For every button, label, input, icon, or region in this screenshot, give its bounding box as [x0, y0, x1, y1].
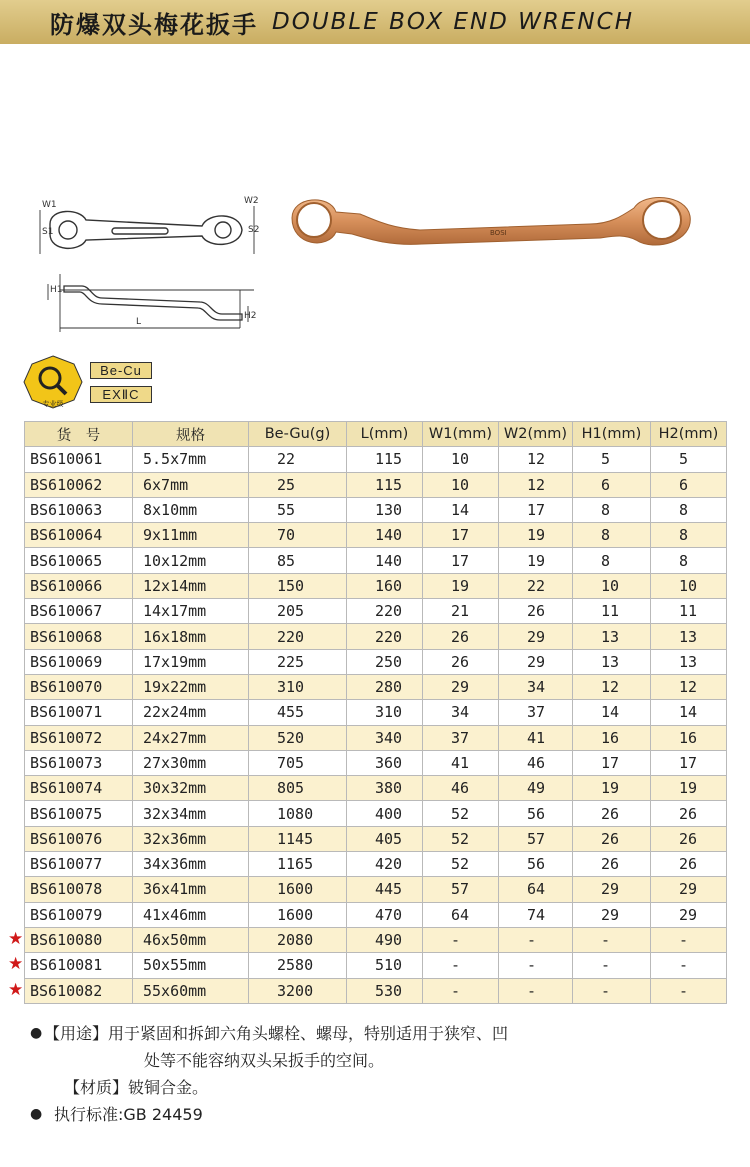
explosion-rating-label: EXⅡC — [90, 386, 152, 403]
table-cell: 250 — [347, 649, 423, 674]
column-header: W1(mm) — [423, 422, 499, 447]
table-cell: BS610070 — [25, 674, 133, 699]
table-row — [25, 902, 727, 927]
table-cell: 1080 — [249, 801, 347, 826]
table-cell: 10 — [423, 447, 499, 472]
table-cell: 2080 — [249, 927, 347, 952]
usage-label: 【用途】 — [44, 1024, 109, 1043]
table-cell: 29 — [423, 674, 499, 699]
table-cell: 510 — [347, 953, 423, 978]
table-cell: 280 — [347, 674, 423, 699]
table-cell: BS610077 — [25, 852, 133, 877]
table-cell: 405 — [347, 826, 423, 851]
table-cell: 26 — [573, 852, 651, 877]
usage-note-continued — [30, 1047, 730, 1074]
table-cell: 57 — [499, 826, 573, 851]
label-h2: H2 — [244, 311, 257, 321]
table-cell: 16 — [651, 725, 727, 750]
bullet-icon: ● — [30, 1025, 43, 1041]
table-cell: 455 — [249, 700, 347, 725]
label-w2: W2 — [244, 196, 259, 206]
table-row — [25, 877, 727, 902]
table-cell: 19x22mm — [133, 674, 249, 699]
table-cell: 55 — [249, 497, 347, 522]
table-cell: 22x24mm — [133, 700, 249, 725]
table-cell: 46 — [499, 750, 573, 775]
table-cell: BS610068 — [25, 624, 133, 649]
top-view-drawing — [50, 211, 242, 248]
table-cell: 29 — [499, 624, 573, 649]
table-cell: 24x27mm — [133, 725, 249, 750]
column-header: 规格 — [133, 422, 249, 447]
table-row — [25, 447, 727, 472]
table-cell: 56 — [499, 852, 573, 877]
table-cell: 41 — [499, 725, 573, 750]
table-cell: 10 — [651, 573, 727, 598]
table-cell: 17 — [573, 750, 651, 775]
table-cell: 5 — [651, 447, 727, 472]
title-chinese: 防爆双头梅花扳手 — [50, 10, 258, 39]
table-row — [25, 801, 727, 826]
usage-text-line1: 用于紧固和拆卸六角头螺栓、螺母，特别适用于狭窄、凹 — [108, 1024, 509, 1043]
table-cell: 205 — [249, 599, 347, 624]
table-row — [25, 573, 727, 598]
table-cell: - — [499, 953, 573, 978]
table-row — [25, 776, 727, 801]
table-cell: 400 — [347, 801, 423, 826]
table-cell: 420 — [347, 852, 423, 877]
table-cell: - — [499, 978, 573, 1003]
label-l: L — [136, 317, 142, 327]
table-cell: 26 — [651, 852, 727, 877]
table-cell: 32x34mm — [133, 801, 249, 826]
table-cell: 310 — [347, 700, 423, 725]
table-cell: 36x41mm — [133, 877, 249, 902]
table-cell: 21 — [423, 599, 499, 624]
table-cell: BS610079 — [25, 902, 133, 927]
table-cell: - — [651, 953, 727, 978]
table-cell: 225 — [249, 649, 347, 674]
table-cell: - — [573, 953, 651, 978]
table-cell: 41x46mm — [133, 902, 249, 927]
table-cell: 6 — [651, 472, 727, 497]
table-cell: BS610078 — [25, 877, 133, 902]
table-cell: 2580 — [249, 953, 347, 978]
table-cell: 19 — [499, 548, 573, 573]
table-cell: 56 — [499, 801, 573, 826]
table-cell: 470 — [347, 902, 423, 927]
page-header — [0, 0, 750, 44]
label-h1: H1 — [50, 285, 63, 295]
table-cell: BS610081 — [25, 953, 133, 978]
wrench-figure — [30, 190, 730, 350]
side-view-drawing — [64, 286, 242, 320]
table-cell: 150 — [249, 573, 347, 598]
table-cell: 29 — [651, 902, 727, 927]
table-row — [25, 927, 727, 952]
table-cell: 8 — [651, 548, 727, 573]
table-row — [25, 725, 727, 750]
table-cell: 34 — [423, 700, 499, 725]
table-cell: 46 — [423, 776, 499, 801]
table-cell: 380 — [347, 776, 423, 801]
table-cell: - — [423, 927, 499, 952]
table-cell: 13 — [651, 624, 727, 649]
column-header: H2(mm) — [651, 422, 727, 447]
table-cell: 34 — [499, 674, 573, 699]
standard-text: 执行标准:GB 24459 — [54, 1105, 203, 1124]
table-row — [25, 523, 727, 548]
table-cell: - — [651, 978, 727, 1003]
table-cell: BS610074 — [25, 776, 133, 801]
table-cell: 445 — [347, 877, 423, 902]
column-header: Be-Gu(g) — [249, 422, 347, 447]
notes-section — [30, 1020, 730, 1128]
table-cell: BS610061 — [25, 447, 133, 472]
table-cell: 74 — [499, 902, 573, 927]
table-cell: 52 — [423, 826, 499, 851]
table-cell: BS610082 — [25, 978, 133, 1003]
table-cell: 12 — [499, 472, 573, 497]
table-cell: 8 — [573, 523, 651, 548]
table-cell: BS610062 — [25, 472, 133, 497]
table-cell: - — [651, 927, 727, 952]
table-cell: 530 — [347, 978, 423, 1003]
table-row — [25, 548, 727, 573]
table-cell: 57 — [423, 877, 499, 902]
column-header: H1(mm) — [573, 422, 651, 447]
dimension-lines — [40, 206, 254, 332]
usage-text-line2: 处等不能容纳双头呆扳手的空间。 — [144, 1051, 385, 1070]
table-cell: 30x32mm — [133, 776, 249, 801]
table-cell: 17 — [499, 497, 573, 522]
table-cell: 29 — [573, 902, 651, 927]
star-icon: ★ — [8, 979, 24, 1000]
label-s2: S2 — [248, 225, 260, 235]
table-cell: 49 — [499, 776, 573, 801]
table-header-row — [25, 422, 727, 447]
table-row — [25, 497, 727, 522]
table-cell: 14x17mm — [133, 599, 249, 624]
table-cell: 26 — [651, 801, 727, 826]
table-cell: 705 — [249, 750, 347, 775]
table-cell: 220 — [347, 599, 423, 624]
table-row — [25, 978, 727, 1003]
table-cell: 29 — [499, 649, 573, 674]
table-cell: 52 — [423, 801, 499, 826]
table-cell: 50x55mm — [133, 953, 249, 978]
table-row — [25, 953, 727, 978]
column-header: L(mm) — [347, 422, 423, 447]
table-cell: BS610076 — [25, 826, 133, 851]
table-row — [25, 674, 727, 699]
table-cell: 13 — [651, 649, 727, 674]
table-cell: 70 — [249, 523, 347, 548]
table-cell: 1600 — [249, 877, 347, 902]
material-note-label: 【材质】 — [64, 1078, 129, 1097]
table-cell: 5 — [573, 447, 651, 472]
table-cell: 19 — [499, 523, 573, 548]
grade-logo-icon — [22, 354, 84, 410]
table-row — [25, 472, 727, 497]
table-cell: 16x18mm — [133, 624, 249, 649]
table-cell: 26 — [573, 801, 651, 826]
table-cell: 55x60mm — [133, 978, 249, 1003]
table-cell: 17 — [423, 523, 499, 548]
table-cell: 360 — [347, 750, 423, 775]
table-cell: 26 — [651, 826, 727, 851]
table-cell: 11 — [573, 599, 651, 624]
table-cell: 29 — [573, 877, 651, 902]
table-cell: BS610064 — [25, 523, 133, 548]
table-cell: BS610069 — [25, 649, 133, 674]
title-english: DOUBLE BOX END WRENCH — [272, 9, 634, 35]
table-cell: 805 — [249, 776, 347, 801]
table-cell: 22 — [499, 573, 573, 598]
table-cell: 12x14mm — [133, 573, 249, 598]
table-cell: BS610075 — [25, 801, 133, 826]
table-cell: 130 — [347, 497, 423, 522]
table-cell: - — [499, 927, 573, 952]
table-cell: 6 — [573, 472, 651, 497]
table-cell: BS610063 — [25, 497, 133, 522]
table-row — [25, 750, 727, 775]
table-cell: 115 — [347, 472, 423, 497]
table-cell: 115 — [347, 447, 423, 472]
table-cell: 12 — [651, 674, 727, 699]
table-row — [25, 599, 727, 624]
wrench-photo — [292, 198, 690, 246]
table-cell: - — [423, 978, 499, 1003]
table-cell: 8x10mm — [133, 497, 249, 522]
table-cell: 490 — [347, 927, 423, 952]
table-cell: 41 — [423, 750, 499, 775]
table-cell: 32x36mm — [133, 826, 249, 851]
standard-note — [30, 1101, 730, 1128]
label-s1: S1 — [42, 227, 54, 237]
table-cell: 52 — [423, 852, 499, 877]
table-cell: - — [573, 927, 651, 952]
material-badge — [22, 352, 222, 412]
grade-logo-text: 专业级 — [42, 400, 64, 408]
table-cell: 46x50mm — [133, 927, 249, 952]
table-cell: 140 — [347, 523, 423, 548]
table-cell: 1145 — [249, 826, 347, 851]
table-row — [25, 826, 727, 851]
table-cell: BS610067 — [25, 599, 133, 624]
table-cell: 220 — [347, 624, 423, 649]
table-cell: 26 — [423, 649, 499, 674]
material-label: Be-Cu — [90, 362, 152, 379]
table-cell: 17x19mm — [133, 649, 249, 674]
table-cell: 340 — [347, 725, 423, 750]
table-row — [25, 700, 727, 725]
table-cell: 3200 — [249, 978, 347, 1003]
table-cell: BS610080 — [25, 927, 133, 952]
usage-note — [30, 1020, 730, 1047]
table-cell: 10x12mm — [133, 548, 249, 573]
table-cell: 19 — [573, 776, 651, 801]
material-note — [30, 1074, 730, 1101]
table-cell: 14 — [651, 700, 727, 725]
table-row — [25, 649, 727, 674]
table-cell: - — [573, 978, 651, 1003]
table-cell: BS610073 — [25, 750, 133, 775]
table-cell: 6x7mm — [133, 472, 249, 497]
table-cell: BS610066 — [25, 573, 133, 598]
table-cell: 14 — [573, 700, 651, 725]
table-cell: 13 — [573, 624, 651, 649]
table-cell: 10 — [423, 472, 499, 497]
table-cell: 1165 — [249, 852, 347, 877]
table-cell: 12 — [573, 674, 651, 699]
table-cell: 220 — [249, 624, 347, 649]
column-header: W2(mm) — [499, 422, 573, 447]
table-cell: 12 — [499, 447, 573, 472]
table-cell: 10 — [573, 573, 651, 598]
table-cell: 13 — [573, 649, 651, 674]
table-cell: 1600 — [249, 902, 347, 927]
table-cell: 17 — [651, 750, 727, 775]
table-cell: 26 — [573, 826, 651, 851]
table-cell: 29 — [651, 877, 727, 902]
table-row — [25, 852, 727, 877]
table-cell: BS610072 — [25, 725, 133, 750]
table-cell: 25 — [249, 472, 347, 497]
table-cell: 310 — [249, 674, 347, 699]
table-cell: 27x30mm — [133, 750, 249, 775]
table-cell: 85 — [249, 548, 347, 573]
table-cell: 9x11mm — [133, 523, 249, 548]
table-cell: 22 — [249, 447, 347, 472]
table-cell: 64 — [499, 877, 573, 902]
table-cell: 14 — [423, 497, 499, 522]
table-cell: 37 — [423, 725, 499, 750]
table-cell: BS610071 — [25, 700, 133, 725]
table-cell: 8 — [651, 497, 727, 522]
table-cell: 19 — [423, 573, 499, 598]
table-cell: 8 — [573, 497, 651, 522]
table-cell: 8 — [573, 548, 651, 573]
star-icon: ★ — [8, 929, 24, 949]
table-cell: 16 — [573, 725, 651, 750]
table-row — [25, 624, 727, 649]
brand-mark: BOSI — [490, 229, 507, 237]
table-cell: 19 — [651, 776, 727, 801]
table-cell: 140 — [347, 548, 423, 573]
table-cell: 34x36mm — [133, 852, 249, 877]
table-cell: 26 — [499, 599, 573, 624]
table-cell: BS610065 — [25, 548, 133, 573]
table-cell: 11 — [651, 599, 727, 624]
table-cell: 8 — [651, 523, 727, 548]
spec-table — [24, 421, 727, 1004]
material-note-text: 铍铜合金。 — [128, 1078, 209, 1097]
table-cell: 5.5x7mm — [133, 447, 249, 472]
star-icon: ★ — [8, 954, 24, 975]
table-cell: 17 — [423, 548, 499, 573]
table-cell: 160 — [347, 573, 423, 598]
table-cell: - — [423, 953, 499, 978]
label-w1: W1 — [42, 200, 57, 210]
table-cell: 37 — [499, 700, 573, 725]
table-cell: 26 — [423, 624, 499, 649]
column-header: 货 号 — [25, 422, 133, 447]
table-cell: 64 — [423, 902, 499, 927]
bullet-icon: ● — [30, 1106, 43, 1122]
table-cell: 520 — [249, 725, 347, 750]
